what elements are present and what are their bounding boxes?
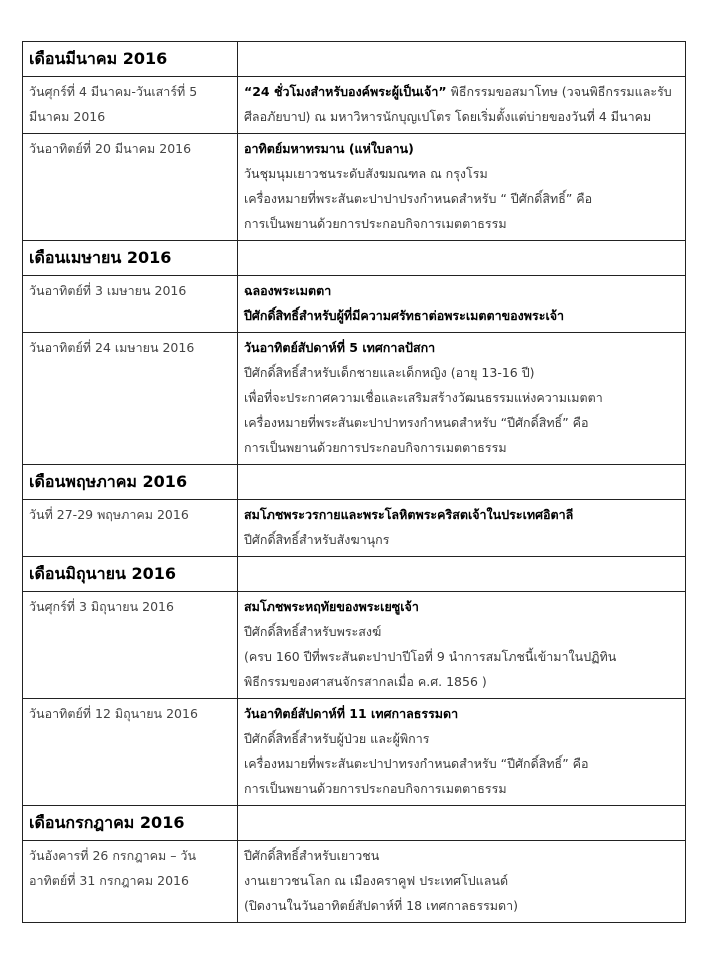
event-row [23, 333, 686, 465]
event-description: ปีศักดิ์สิทธิ์สำหรับเด็กชายและเด็กหญิง (อายุ 13-16 ปี) [244, 365, 535, 380]
event-description: ปีศักดิ์สิทธิ์สำหรับเยาวชน [244, 848, 380, 863]
event-row [23, 276, 686, 333]
event-detail-cell [238, 699, 686, 806]
event-description: เครื่องหมายที่พระสันตะปาปาปรงกำหนดสำหรับ “ ปีศักดิ์สิทธิ์” คือ [244, 191, 593, 206]
event-detail-line [244, 751, 679, 776]
event-date: วันอาทิตย์ที่ 3 เมษายน 2016 [29, 283, 187, 298]
event-detail-line [244, 385, 679, 410]
event-description: เครื่องหมายที่พระสันตะปาปาทรงกำหนดสำหรับ “ปีศักดิ์สิทธิ์” คือ [244, 415, 589, 430]
event-row [23, 592, 686, 699]
event-title: อาทิตย์มหาทรมาน (แห่ใบลาน) [244, 141, 414, 156]
month-header-cell [23, 42, 238, 77]
month-header-empty-cell [238, 557, 686, 592]
event-date: วันอาทิตย์ที่ 20 มีนาคม 2016 [29, 141, 192, 156]
event-detail-cell [238, 77, 686, 134]
event-date: วันศุกร์ที่ 3 มิถุนายน 2016 [29, 599, 174, 614]
event-detail-line [244, 669, 679, 694]
event-detail-line [244, 644, 679, 669]
schedule-body [23, 42, 686, 923]
event-row [23, 77, 686, 134]
event-date-cell [23, 841, 238, 923]
event-title: วันอาทิตย์สัปดาห์ที่ 11 เทศกาลธรรมดา [244, 706, 459, 721]
event-detail-cell [238, 500, 686, 557]
month-header-row [23, 806, 686, 841]
event-detail-line [244, 502, 679, 527]
event-detail-line [244, 161, 679, 186]
event-title: วันอาทิตย์สัปดาห์ที่ 5 เทศกาลปัสกา [244, 340, 436, 355]
event-date-cell [23, 592, 238, 699]
event-detail-line [244, 776, 679, 801]
event-detail-cell [238, 276, 686, 333]
event-detail-line [244, 303, 679, 328]
event-detail-line [244, 211, 679, 236]
event-detail-line [244, 186, 679, 211]
month-title: เดือนเมษายน 2016 [29, 248, 172, 267]
event-detail-line [244, 136, 679, 161]
month-header-cell [23, 557, 238, 592]
month-title: เดือนกรกฎาคม 2016 [29, 813, 185, 832]
month-header-cell [23, 241, 238, 276]
event-date: วันที่ 27-29 พฤษภาคม 2016 [29, 507, 189, 522]
event-row [23, 841, 686, 923]
month-header-empty-cell [238, 465, 686, 500]
event-description: ปีศักดิ์สิทธิ์สำหรับพระสงฆ์ [244, 624, 382, 639]
event-date-cell [23, 699, 238, 806]
event-detail-cell [238, 592, 686, 699]
event-date-cell [23, 333, 238, 465]
month-header-cell [23, 806, 238, 841]
event-title: “24 ชั่วโมงสำหรับองค์พระผู้เป็นเจ้า” [244, 84, 447, 99]
event-detail-line [244, 278, 679, 303]
event-date-cell [23, 134, 238, 241]
event-detail-line [244, 701, 679, 726]
event-detail-line [244, 893, 679, 918]
month-title: เดือนมีนาคม 2016 [29, 49, 168, 68]
event-row [23, 500, 686, 557]
event-date: วันอาทิตย์ที่ 12 มิถุนายน 2016 [29, 706, 198, 721]
event-detail-line [244, 335, 679, 360]
event-detail-line [244, 843, 679, 868]
event-detail-line [244, 79, 679, 129]
event-detail-line [244, 726, 679, 751]
schedule-table [22, 41, 686, 923]
event-title: ฉลองพระเมตตา [244, 283, 332, 298]
event-detail-line [244, 594, 679, 619]
event-date: วันศุกร์ที่ 4 มีนาคม-วันเสาร์ที่ 5 มีนาคม 2016 [29, 84, 198, 124]
month-title: เดือนมิถุนายน 2016 [29, 564, 176, 583]
event-date-cell [23, 500, 238, 557]
event-detail-line [244, 619, 679, 644]
event-row [23, 699, 686, 806]
month-header-row [23, 42, 686, 77]
event-description: วันชุมนุมเยาวชนระดับสังฆมณฑล ณ กรุงโรม [244, 166, 488, 181]
event-description: พิธีกรรมของศาสนจักรสากลเมื่อ ค.ศ. 1856 ) [244, 674, 487, 689]
event-date-cell [23, 276, 238, 333]
month-header-empty-cell [238, 42, 686, 77]
month-header-empty-cell [238, 241, 686, 276]
event-row [23, 134, 686, 241]
event-description: การเป็นพยานด้วยการประกอบกิจการเมตตาธรรม [244, 216, 507, 231]
event-date-cell [23, 77, 238, 134]
month-title: เดือนพฤษภาคม 2016 [29, 472, 188, 491]
event-detail-line [244, 410, 679, 435]
event-title: สมโภชพระวรกายและพระโลหิตพระคริสตเจ้าในประเทศอิตาลี [244, 507, 574, 522]
event-detail-cell [238, 134, 686, 241]
event-description: ปีศักดิ์สิทธิ์สำหรับสังฆานุกร [244, 532, 390, 547]
event-description: เพื่อที่จะประกาศความเชื่อและเสริมสร้างวัฒนธรรมแห่งความเมตตา [244, 390, 603, 405]
event-description: การเป็นพยานด้วยการประกอบกิจการเมตตาธรรม [244, 440, 507, 455]
event-date: วันอาทิตย์ที่ 24 เมษายน 2016 [29, 340, 195, 355]
event-description: พิธีกรรมขอสมาโทษ (วจนพิธีกรรมและรับศีลอภัยบาป) ณ มหาวิหารนักบุญเปโตร โดยเริ่มตั้งแต่บ่ายของวันที่ 4 มีนาคม [244, 84, 672, 124]
event-description: เครื่องหมายที่พระสันตะปาปาทรงกำหนดสำหรับ “ปีศักดิ์สิทธิ์” คือ [244, 756, 589, 771]
month-header-cell [23, 465, 238, 500]
event-detail-line [244, 868, 679, 893]
event-title: สมโภชพระหฤทัยของพระเยซูเจ้า [244, 599, 419, 614]
event-detail-line [244, 435, 679, 460]
month-header-row [23, 241, 686, 276]
event-detail-cell [238, 333, 686, 465]
event-description: (ปิดงานในวันอาทิตย์สัปดาห์ที่ 18 เทศกาลธรรมดา) [244, 898, 519, 913]
month-header-empty-cell [238, 806, 686, 841]
event-detail-cell [238, 841, 686, 923]
month-header-row [23, 465, 686, 500]
event-detail-line [244, 360, 679, 385]
event-description: (ครบ 160 ปีที่พระสันตะปาปาปีโอที่ 9 นำการสมโภชนี้เข้ามาในปฏิทิน [244, 649, 617, 664]
event-detail-line [244, 527, 679, 552]
event-description: งานเยาวชนโลก ณ เมืองคราคูฟ ประเทศโปแลนด์ [244, 873, 509, 888]
month-header-row [23, 557, 686, 592]
event-date: วันอังคารที่ 26 กรกฎาคม – วันอาทิตย์ที่ 31 กรกฎาคม 2016 [29, 848, 196, 888]
event-description: การเป็นพยานด้วยการประกอบกิจการเมตตาธรรม [244, 781, 507, 796]
event-description: ปีศักดิ์สิทธิ์สำหรับผู้ป่วย และผู้พิการ [244, 731, 430, 746]
event-title: ปีศักดิ์สิทธิ์สำหรับผู้ที่มีความศรัทธาต่อพระเมตตาของพระเจ้า [244, 308, 565, 323]
